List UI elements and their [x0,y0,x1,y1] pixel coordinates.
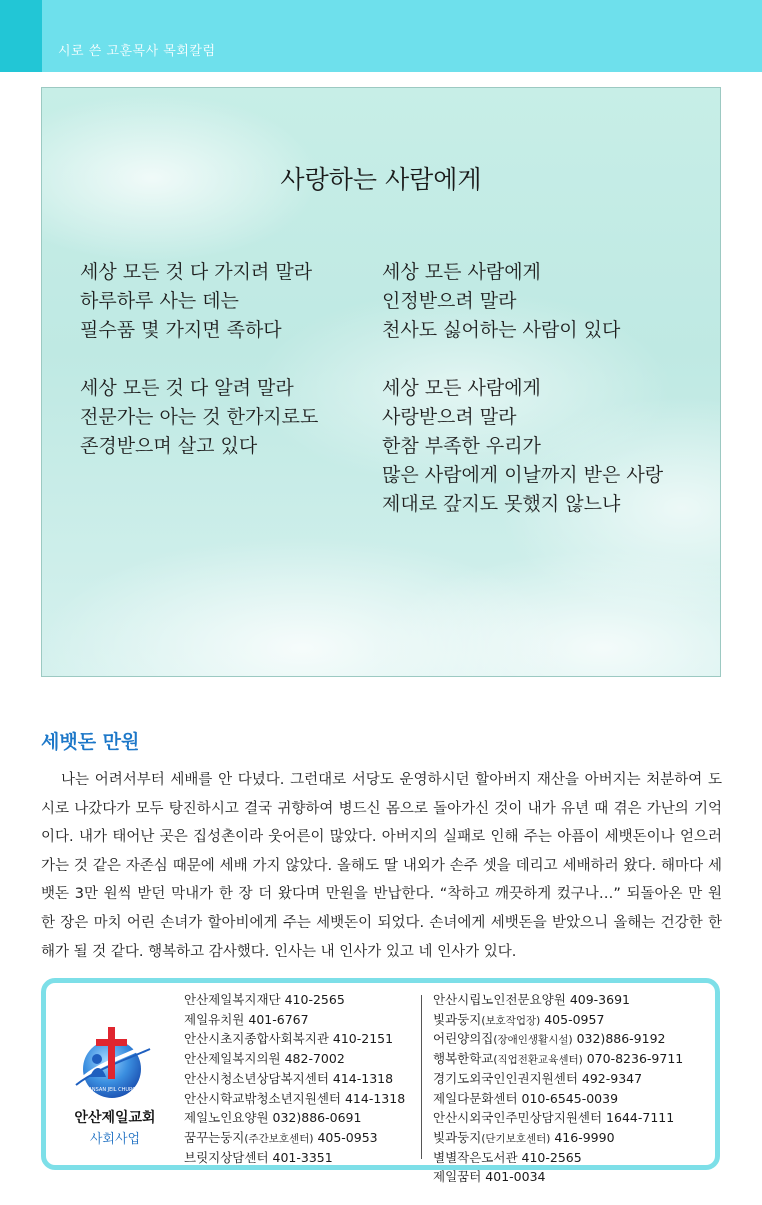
directory-divider [421,995,422,1159]
directory-item: 별별작은도서관 410-2565 [433,1149,582,1165]
poem-line: 하루하루 사는 데는 [80,290,239,312]
directory-item: 브릿지상담센터 401-3351 [184,1149,333,1165]
poem-line: 사랑받으려 말라 [382,406,517,428]
directory-item: 제일꿈터 401-0034 [433,1169,546,1185]
directory-item: 어린양의집(장애인생활시설) 032)886-9192 [433,1031,666,1047]
poem-stanza-left-2 [80,374,318,461]
poem-line: 세상 모든 사람에게 [382,377,541,399]
directory-item: 안산시립노인전문요양원 409-3691 [433,992,630,1007]
directory-item: 안산제일복지의원 482-7002 [184,1051,345,1067]
poem-line: 인정받으려 말라 [382,290,517,312]
poem-line: 필수품 몇 가지면 족하다 [80,319,282,341]
poem-line: 많은 사람에게 이날까지 받은 사랑 [382,464,664,486]
directory-column-left [184,991,405,1168]
poem-stanza-right-1 [382,258,620,345]
header-bar [0,0,762,72]
directory-item: 경기도외국인인권지원센터 492-9347 [433,1070,643,1086]
church-department: 사회사업 [89,1132,141,1147]
poem-line: 세상 모든 것 다 가지려 말라 [80,261,313,283]
essay-body: 나는 어려서부터 세배를 안 다녔다. 그런대로 서당도 운영하시던 할아버지 재산을 아버지는 처분하여 도시로 나갔다가 모두 탕진하시고 결국 귀향하여 병드신 몸으로 돌아가신 것이 내가 유년 때 겪은 가난의 기억이다. 내가 태어난 곳은 집성촌이라 웃어른이 많았다. 아버지의 실패로 인해 주는 아픔이 세뱃돈이나 얻으러 가는 것 같은 자존심 때문에 세배 가지 않았다. 올해도 딸 내외가 손주 셋을 데리고 세배하러 왔다. 해마다 세뱃돈 3만 원씩 받던 막내가 한 장 더 왔다며 만원을 반납한다. “착하고 깨끗하게 컸구나…” 되돌아온 만 원 한 장은 마치 어린 손녀가 할아비에게 주는 세뱃돈이 되었다. 손녀에게 세뱃돈을 받았으니 올해는 건강한 한 해가 될 것 같다. 행복하고 감사했다. 인사는 내 인사가 있고 네 인사가 있다. [41,772,722,960]
poem-line: 존경받으며 살고 있다 [80,435,258,457]
poem-line: 세상 모든 사람에게 [382,261,541,283]
logo-text: ANSAN JEIL CHURCH [88,1087,140,1093]
directory-item: 안산제일복지재단 410-2565 [184,992,345,1007]
church-name: 안산제일교회 [74,1110,156,1126]
poem-line: 세상 모든 것 다 알려 말라 [80,377,294,399]
directory-item: 빛과둥지(보호작업장) 405-0957 [433,1011,605,1027]
column-series-title: 시로 쓴 고훈목사 목회칼럼 [58,44,216,59]
poem-line: 한참 부족한 우리가 [382,435,541,457]
directory-item: 꿈꾸는둥지(주간보호센터) 405-0953 [184,1129,378,1145]
directory-column-right [433,991,683,1188]
poem-title: 사랑하는 사람에게 [280,165,482,194]
essay-title: 세뱃돈 만원 [41,731,140,753]
cross-globe-logo-icon [72,1025,154,1103]
poem-stanza-left-1 [80,258,312,345]
directory-item: 빛과둥지(단기보호센터) 416-9990 [433,1129,615,1145]
directory-item: 제일다문화센터 010-6545-0039 [433,1090,619,1106]
directory-item: 안산시청소년상담복지센터 414-1318 [184,1070,394,1086]
directory-item: 행복한학교(직업전환교육센터) 070-8236-9711 [433,1051,684,1067]
directory-item: 제일유치원 401-6767 [184,1011,309,1027]
directory-item: 안산시초지종합사회복지관 410-2151 [184,1031,394,1047]
directory-item: 제일노인요양원 032)886-0691 [184,1110,362,1126]
directory-item: 안산시외국인주민상담지원센터 1644-7111 [433,1110,675,1126]
directory-item: 안산시학교밖청소년지원센터 414-1318 [184,1090,406,1106]
ministry-directory [41,978,720,1185]
poem-stanza-right-2 [382,374,663,519]
poem-line: 천사도 싫어하는 사람이 있다 [382,319,621,341]
poem-line: 제대로 갚지도 못했지 않느냐 [382,493,621,515]
poem-box [41,87,721,677]
header-accent-tab [0,0,42,72]
poem-line: 전문가는 아는 것 한가지로도 [80,406,319,428]
